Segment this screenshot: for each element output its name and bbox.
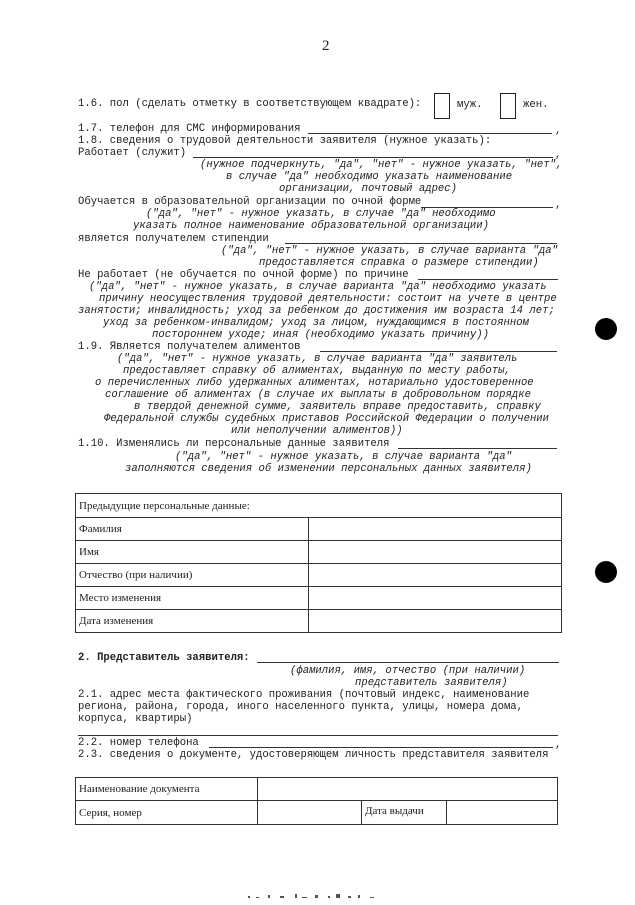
works-field[interactable] <box>193 157 553 158</box>
table-row <box>76 541 562 564</box>
gender-label: 1.6. пол (сделать отметку в соответствующем квадрате): <box>78 98 422 110</box>
punch-hole-icon <box>595 318 617 340</box>
page-number: 2 <box>322 38 330 54</box>
studies-hint: ("да", "нет" - нужное указать, в случае "да" необходимо <box>146 208 496 220</box>
previous-personal-data-table <box>75 493 562 633</box>
male-label: муж. <box>457 99 483 111</box>
sms-phone-comma: , <box>555 125 562 137</box>
alimony-hint: в твердой денежной сумме, заявитель вправе предоставить, справку <box>134 401 541 413</box>
not-working-hint: постороннем уходе; иная (необходимо указать причину)) <box>152 329 489 341</box>
doc-name-label: Наименование документа <box>76 778 258 801</box>
change-place-cell[interactable] <box>309 587 562 610</box>
sms-phone-label: 1.7. телефон для СМС информирования <box>78 123 301 135</box>
row-label-surname: Фамилия <box>76 518 309 541</box>
sms-phone-field[interactable] <box>308 133 552 134</box>
table-row <box>76 564 562 587</box>
studies-hint: указать полное наименование образовательной организации) <box>133 220 490 232</box>
alimony-hint: ("да", "нет" - нужное указать, в случае варианта "да" заявитель <box>117 353 518 365</box>
issue-date-wrapper <box>362 801 558 825</box>
id-document-label: 2.3. сведения о документе, удостоверяющем личность представителя заявителя <box>78 749 549 761</box>
employment-title: 1.8. сведения о трудовой деятельности заявителя (нужное указать): <box>78 135 492 147</box>
personal-data-changed-hint: заполняются сведения об изменении персональных данных заявителя) <box>125 463 532 475</box>
row-label-name: Имя <box>76 541 309 564</box>
rep-phone-comma: , <box>555 739 562 751</box>
representative-hint: (фамилия, имя, отчество (при наличии) <box>290 665 526 677</box>
alimony-hint: или неполучении алиментов)) <box>231 425 403 437</box>
not-working-field[interactable] <box>418 279 558 280</box>
works-label: Работает (служит) <box>78 147 187 159</box>
personal-data-changed-field[interactable] <box>398 448 557 449</box>
personal-data-changed-label: 1.10. Изменялись ли персональные данные заявителя <box>78 438 390 450</box>
punch-hole-icon <box>595 561 617 583</box>
row-label-patronymic: Отчество (при наличии) <box>76 564 309 587</box>
representative-title: 2. Представитель заявителя: <box>78 652 250 664</box>
studies-label: Обучается в образовательной организации по очной форме <box>78 196 422 208</box>
not-working-label: Не работает (не обучается по очной форме) по причине <box>78 269 409 281</box>
stipend-hint: предоставляется справка о размере стипендии) <box>259 257 539 269</box>
doc-name-cell[interactable] <box>258 778 558 801</box>
change-date-cell[interactable] <box>309 610 562 633</box>
table-row <box>76 778 558 801</box>
previous-data-header: Предыдущие персональные данные: <box>76 494 562 518</box>
representative-field[interactable] <box>257 662 559 663</box>
not-working-hint: уход за ребенком-инвалидом; уход за лицом, нуждающимся в постоянном <box>103 317 529 329</box>
stipend-label: является получателем стипендии <box>78 233 269 245</box>
patronymic-cell[interactable] <box>309 564 562 587</box>
rep-phone-label: 2.2. номер телефона <box>78 737 199 749</box>
table-row <box>76 518 562 541</box>
female-checkbox[interactable] <box>500 93 516 119</box>
address-label: 2.1. адрес места фактического проживания (почтовый индекс, наименование <box>78 689 530 701</box>
alimony-hint: о перечисленных либо удержанных алиментах, нотариально удостоверенное <box>95 377 534 389</box>
alimony-label: 1.9. Является получателем алиментов <box>78 341 301 353</box>
address-label: корпуса, квартиры) <box>78 713 193 725</box>
not-working-hint: причину неосуществления трудовой деятельности: состоит на учете в центре <box>99 293 557 305</box>
stipend-hint: ("да", "нет" - нужное указать, в случае варианта "да" <box>221 245 558 257</box>
table-row <box>76 587 562 610</box>
works-hint: в случае "да" необходимо указать наименование <box>226 171 513 183</box>
id-document-table <box>75 777 558 825</box>
table-row <box>76 801 558 825</box>
row-label-change-place: Место изменения <box>76 587 309 610</box>
alimony-field[interactable] <box>320 351 557 352</box>
works-hint: (нужное подчеркнуть, "да", "нет" - нужное указать, "нет", <box>200 159 563 171</box>
not-working-hint: занятости; инвалидность; уход за ребенком до достижения им возраста 14 лет; <box>78 305 555 317</box>
works-hint: организации, почтовый адрес) <box>279 183 458 195</box>
surname-cell[interactable] <box>309 518 562 541</box>
alimony-hint: соглашение об алиментах (в случае их выплаты в добровольном порядке <box>105 389 531 401</box>
name-cell[interactable] <box>309 541 562 564</box>
address-field[interactable] <box>78 735 558 736</box>
representative-hint: представитель заявителя) <box>355 677 508 689</box>
table-header-row <box>76 494 562 518</box>
male-checkbox[interactable] <box>434 93 450 119</box>
issue-date-cell[interactable] <box>447 801 557 824</box>
personal-data-changed-hint: ("да", "нет" - нужное указать, в случае варианта "да" <box>175 451 512 463</box>
series-label: Серия, номер <box>76 801 258 825</box>
address-label: региона, района, города, иного населенного пункта, улицы, номера дома, <box>78 701 524 713</box>
alimony-hint: предоставляет справку об алиментах, выданную по месту работы, <box>123 365 511 377</box>
alimony-hint: Федеральной службы судебных приставов Российской Федерации о получении <box>104 413 550 425</box>
rep-phone-field[interactable] <box>209 747 553 748</box>
female-label: жен. <box>523 99 549 111</box>
stipend-field[interactable] <box>285 243 557 244</box>
issue-date-label: Дата выдачи <box>362 801 447 824</box>
row-label-change-date: Дата изменения <box>76 610 309 633</box>
scan-noise <box>240 890 400 902</box>
works-comma: , <box>555 149 562 161</box>
not-working-hint: ("да", "нет" - нужное указать, в случае варианта "да" необходимо указать <box>89 281 547 293</box>
table-row <box>76 610 562 633</box>
studies-comma: , <box>555 199 562 211</box>
series-cell[interactable] <box>258 801 362 825</box>
